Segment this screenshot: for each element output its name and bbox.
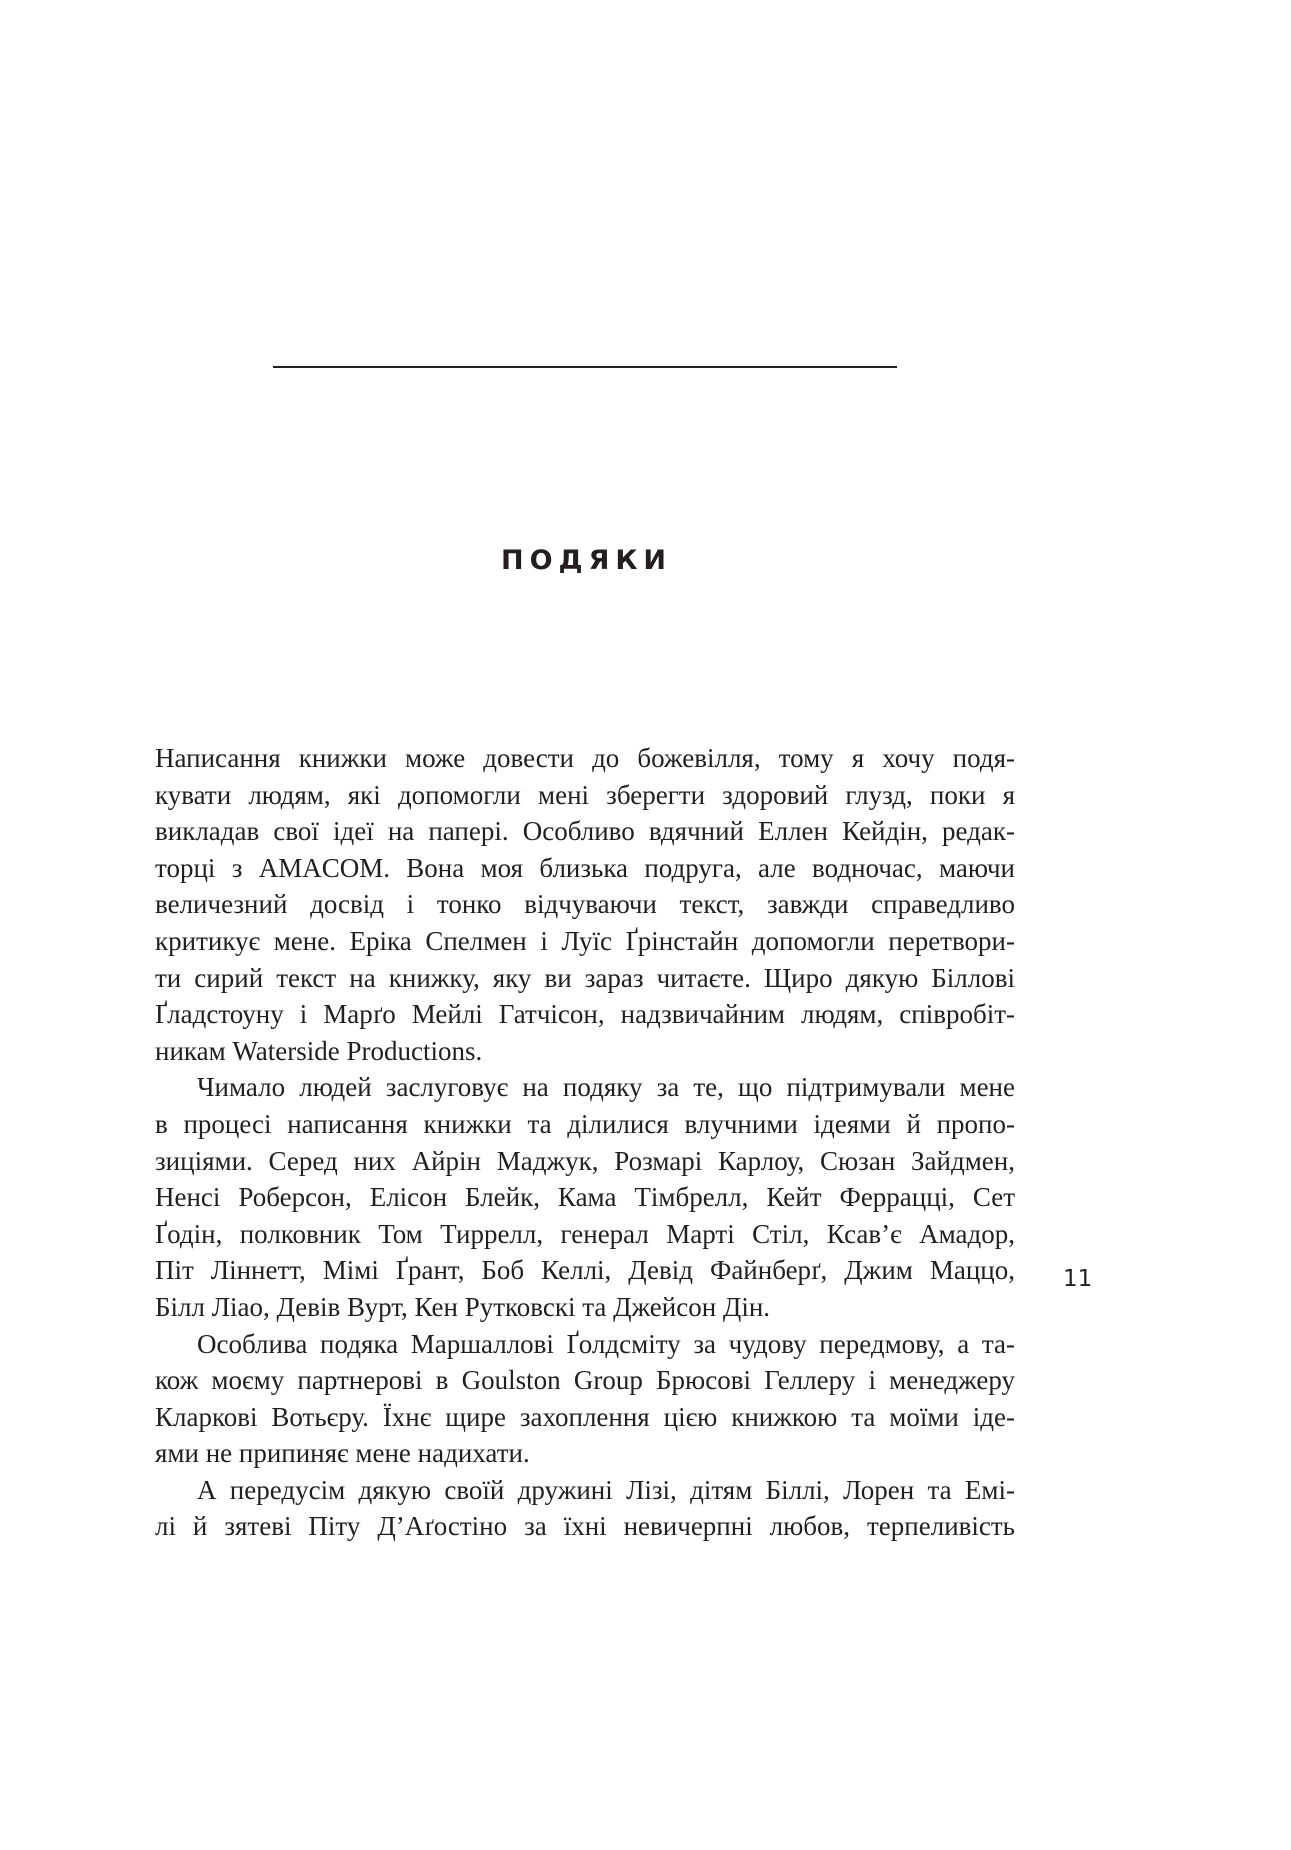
text-line: ями не припиняє мене надихати. <box>155 1438 530 1469</box>
text-line: Особлива подяка Маршаллові Ґолдсміту за чудову передмову, а та- <box>197 1328 1015 1359</box>
text-line: викладав свої ідеї на папері. Особливо вдячний Еллен Кейдін, редак- <box>155 816 1015 847</box>
text-line: величезний досвід і тонко відчуваючи текст, завжди справедливо <box>155 889 1015 920</box>
text-line: критикує мене. Еріка Спелмен і Луїс Ґрінстайн допомогли перетвори- <box>155 925 1015 956</box>
text-line: А передусім дякую своїй дружині Лізі, дітям Біллі, Лорен та Емі- <box>197 1474 1015 1505</box>
text-line: Піт Ліннетт, Мімі Ґрант, Боб Келлі, Девід Файнберґ, Джим Маццо, <box>155 1255 1015 1286</box>
paragraph <box>155 1326 1015 1472</box>
chapter-title: ПОДЯКИ <box>500 545 673 576</box>
text-line: Написання книжки може довести до божевілля, тому я хочу подя- <box>155 743 1015 773</box>
text-line: ти сирий текст на книжку, яку ви зараз читаєте. Щиро дякую Біллові <box>155 962 1015 993</box>
text-line: Білл Ліао, Девів Вурт, Кен Рутковскі та Джейсон Дін. <box>155 1291 771 1322</box>
text-line: зиціями. Серед них Айрін Маджук, Розмарі Карлоу, Сюзан Зайдмен, <box>155 1145 1015 1176</box>
paragraph <box>155 1069 1015 1325</box>
paragraph <box>155 740 1015 1069</box>
text-line: никам Waterside Productions. <box>155 1035 483 1066</box>
text-line: лі й зятеві Піту Д’Аґостіно за їхні невичерпні любов, терпеливість <box>155 1511 1015 1542</box>
text-line: Кларкові Вотьєру. Їхнє щире захоплення цією книжкою та моїми іде- <box>155 1401 1015 1432</box>
text-line: кож моєму партнерові в Goulston Group Брюсові Геллеру і менеджеру <box>155 1365 1015 1396</box>
text-line: Ненсі Роберсон, Елісон Блейк, Кама Тімбрелл, Кейт Феррацці, Сет <box>155 1182 1015 1213</box>
text-line: Чимало людей заслуговує на подяку за те, що підтримували мене <box>197 1072 1015 1103</box>
page-number: 11 <box>1063 1266 1093 1292</box>
paragraph <box>155 1472 1015 1545</box>
text-line: Ґодін, полковник Том Тиррелл, генерал Марті Стіл, Ксав’є Амадор, <box>155 1218 1015 1249</box>
text-line: Ґладстоуну і Марґо Мейлі Гатчісон, надзвичайним людям, співробіт- <box>155 999 1015 1030</box>
text-line: в процесі написання книжки та ділилися влучними ідеями й пропо- <box>155 1108 1015 1139</box>
body-text <box>155 740 1015 1545</box>
chapter-rule <box>273 366 897 368</box>
text-line: кувати людям, які допомогли мені зберегти здоровий глузд, поки я <box>155 779 1015 810</box>
text-line: торці з AMACOM. Вона моя близька подруга, але водночас, маючи <box>155 852 1015 883</box>
